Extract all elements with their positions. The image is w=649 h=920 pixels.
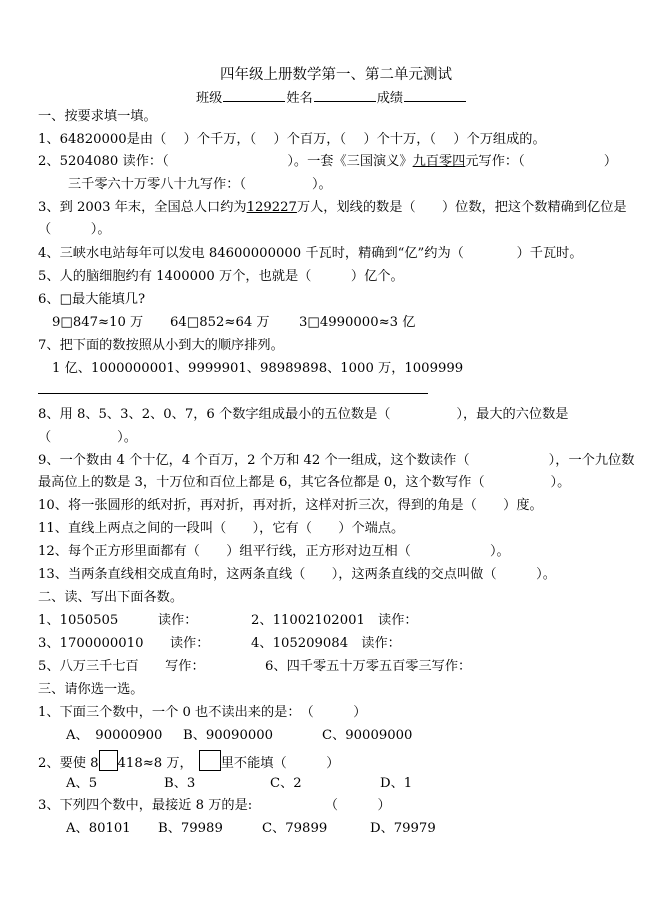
question-1-9: 9、一个数由 4 个十亿，4 个百万，2 个万和 42 个一组成，这个数读作（ ），一个九位数 bbox=[38, 453, 635, 468]
name-label: 姓名 bbox=[286, 91, 313, 106]
question-1-12: 12、每个正方形里面都有（ ）组平行线，正方形对边互相（ ）。 bbox=[38, 544, 510, 559]
q3-2-option-d[interactable]: D、1 bbox=[380, 776, 413, 791]
question-3-3: 3、下列四个数中，最接近 8 万的是: （ ） bbox=[38, 798, 391, 813]
question-1-5: 5、人的脑细胞约有 1400000 万个，也就是（ ）亿个。 bbox=[38, 269, 404, 284]
q3-2-text-b: 418≈8 万， bbox=[117, 756, 193, 771]
section2-item-1: 1、1050505 读作： bbox=[38, 613, 198, 628]
question-1-3 bbox=[38, 199, 627, 217]
section2-item-5: 5、八万三千七百 写作： bbox=[38, 659, 205, 674]
q3-1-option-c[interactable]: C、90009000 bbox=[322, 728, 413, 743]
q2-text-a: 2、5204080 读作：（ ）。一套《三国演义》 bbox=[38, 154, 413, 169]
name-blank[interactable] bbox=[314, 89, 376, 102]
question-1-2-c: 三千零六十万零八十九写作：（ ）。 bbox=[68, 177, 332, 192]
section2-item-4: 4、105209084 读作： bbox=[251, 636, 401, 651]
section2-heading: 二、读、写出下面各数。 bbox=[38, 590, 184, 605]
section2-item-6: 6、四千零五十万零五百零三写作： bbox=[265, 659, 472, 674]
question-3-2 bbox=[38, 750, 339, 773]
question-1-8: 8、用 8、5、3、2、0、7，6 个数字组成最小的五位数是（ ），最大的六位数是 bbox=[38, 407, 569, 422]
q6-item-1: 9□847≈10 万 bbox=[52, 315, 144, 330]
page-title: 四年级上册数学第一、第二单元测试 bbox=[220, 67, 452, 83]
question-1-3-c: （ ）。 bbox=[38, 222, 111, 237]
q3-2-text-c: 里不能填（ ） bbox=[220, 756, 340, 771]
question-1-6: 6、□最大能填几? bbox=[38, 292, 146, 307]
q2-text-b: 元写作：（ ） bbox=[465, 154, 618, 169]
q3-2-option-b[interactable]: B、3 bbox=[164, 776, 196, 791]
question-1-9-b: 最高位上的数是 3，十万位和百位上都是 6，其它各位都是 0，这个数写作（ ）。 bbox=[38, 475, 571, 490]
q3-text-b: 万人，划线的数是（ ）位数，把这个数精确到亿位是 bbox=[296, 200, 627, 215]
q2-underlined: 九百零四 bbox=[412, 154, 466, 169]
question-1-1: 1、64820000是由（ ）个千万，（ ）个百万，（ ）个十万，（ ）个万组成的。 bbox=[38, 132, 546, 147]
question-1-8-b: （ ）。 bbox=[38, 430, 137, 445]
question-1-2 bbox=[38, 153, 617, 171]
question-1-4: 4、三峡水电站每年可以发电 84600000000 千瓦时，精确到“亿”约为（ ）千瓦时。 bbox=[38, 246, 583, 261]
class-blank[interactable] bbox=[223, 89, 285, 102]
question-1-10: 10、将一张圆形的纸对折，再对折，再对折，这样对折三次，得到的角是（ ）度。 bbox=[38, 498, 543, 513]
section1-heading: 一、按要求填一填。 bbox=[38, 109, 157, 124]
class-label: 班级 bbox=[196, 91, 223, 106]
q3-text-a: 3、到 2003 年末，全国总人口约为 bbox=[38, 200, 247, 215]
score-blank[interactable] bbox=[404, 89, 466, 102]
section2-item-2: 2、11002102001 读作： bbox=[251, 613, 418, 628]
question-1-7: 7、把下面的数按照从小到大的顺序排列。 bbox=[38, 338, 284, 353]
q3-3-option-a[interactable]: A、80101 bbox=[66, 821, 131, 836]
answer-line[interactable] bbox=[38, 393, 428, 394]
q3-3-option-d[interactable]: D、79979 bbox=[370, 821, 436, 836]
q6-item-3: 3□4990000≈3 亿 bbox=[299, 315, 416, 330]
q3-1-option-b[interactable]: B、90090000 bbox=[183, 728, 274, 743]
q3-2-option-c[interactable]: C、2 bbox=[270, 776, 302, 791]
q3-2-text-a: 2、要使 8 bbox=[38, 756, 99, 771]
section3-heading: 三、请你选一选。 bbox=[38, 682, 144, 697]
section2-item-3: 3、1700000010 读作： bbox=[38, 636, 210, 651]
question-3-1: 1、下面三个数中，一个 0 也不读出来的是： （ ） bbox=[38, 705, 367, 720]
q3-2-option-a[interactable]: A、5 bbox=[66, 776, 98, 791]
digit-box-2[interactable] bbox=[199, 750, 221, 771]
q3-underlined: 129227 bbox=[246, 200, 297, 215]
q3-1-option-a[interactable]: A、 90000900 bbox=[66, 728, 163, 743]
q3-3-option-c[interactable]: C、79899 bbox=[262, 821, 328, 836]
header-fields bbox=[196, 89, 467, 108]
digit-box[interactable] bbox=[99, 750, 118, 771]
question-1-11: 11、直线上两点之间的一段叫（ ），它有（ ）个端点。 bbox=[38, 521, 405, 536]
q7-numbers: 1 亿、1000000001、9999901、98989898、1000 万，1009999 bbox=[52, 361, 464, 376]
question-1-13: 13、当两条直线相交成直角时，这两条直线（ ），这两条直线的交点叫做（ ）。 bbox=[38, 567, 556, 582]
score-label: 成绩 bbox=[376, 91, 404, 106]
q3-3-option-b[interactable]: B、79989 bbox=[158, 821, 223, 836]
q6-item-2: 64□852≈64 万 bbox=[170, 315, 270, 330]
